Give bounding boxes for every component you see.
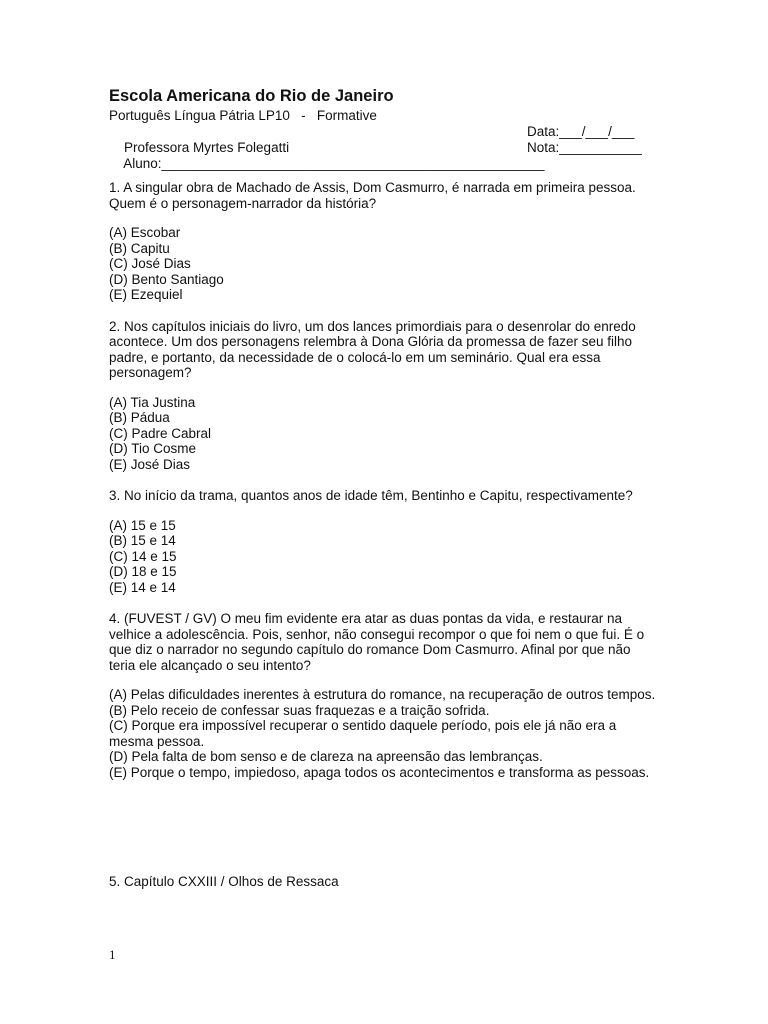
option-list [109, 225, 657, 303]
question-text: 1. A singular obra de Machado de Assis, Dom Casmurro, é narrada em primeira pessoa. Quem é o personagem-narrador da história? [109, 180, 636, 211]
option: (A) 15 e 15 [109, 517, 176, 533]
option: (D) Bento Santiago [109, 271, 224, 287]
question-3 [109, 488, 657, 595]
option: (A) Escobar [109, 225, 181, 240]
document-page [109, 86, 657, 780]
page-number: 1 [109, 947, 116, 962]
option: (A) Pelas dificuldades inerentes à estrutura do romance, na recuperação de outros tempos. [109, 687, 656, 702]
option-list [109, 687, 657, 780]
option: (E) 14 e 14 [109, 579, 176, 595]
option: (B) Pelo receio de confessar suas fraquezas e a traição sofrida. [109, 702, 490, 718]
option: (A) Tia Justina [109, 394, 196, 410]
student-row [109, 140, 657, 171]
question-text: 3. No início da trama, quantos anos de idade têm, Bentinho e Capitu, respectivamente? [109, 488, 633, 503]
option: (E) Porque o tempo, impiedoso, apaga todos os acontecimentos e transforma as pessoas. [109, 764, 650, 780]
option: (E) José Dias [109, 456, 191, 472]
question-2 [109, 319, 657, 473]
grade-field: Nota:___________ [527, 140, 642, 155]
question-text: 4. (FUVEST / GV) O meu fim evidente era atar as duas pontas da vida, e restaurar na velhice a adolescência. Pois, senhor, não consegui recompor o que foi nem o que fui. É o que diz o narrador no segundo capítulo do romance Dom Casmurro. Afinal por que não teria ele alcançado o seu intento? [109, 611, 645, 673]
question-4 [109, 611, 657, 780]
option: (E) Ezequiel [109, 287, 183, 302]
date-field: Data:___/___/___ [527, 124, 635, 139]
option: (D) 18 e 15 [109, 564, 177, 579]
option-list [109, 395, 657, 473]
school-title: Escola Americana do Rio de Janeiro [109, 87, 394, 105]
option: (D) Pela falta de bom senso e de clareza na apreensão das lembranças. [109, 749, 543, 764]
option: (C) José Dias [109, 256, 191, 271]
subject-line: Português Língua Pátria LP10 - Formative [109, 108, 377, 123]
option-list [109, 518, 657, 596]
option: (C) Padre Cabral [109, 425, 212, 441]
option: (B) Capitu [109, 240, 170, 256]
option: (C) Porque era impossível recuperar o sentido daquele período, pois ele já não era a mesma pessoa. [109, 718, 617, 749]
student-field: Aluno:___________________________________________________ [123, 156, 545, 171]
question-5-title: 5. Capítulo CXXIII / Olhos de Ressaca [109, 874, 339, 889]
question-1 [109, 180, 657, 303]
question-text: 2. Nos capítulos iniciais do livro, um dos lances primordiais para o desenrolar do enredo acontece. Um dos personagens relembra à Dona Glória da promessa de fazer seu filho padre, e portanto, da necessidade de o colocá-lo em um seminário. Qual era essa personagem? [109, 318, 636, 380]
option: (B) Pádua [109, 410, 170, 425]
option: (C) 14 e 15 [109, 548, 177, 564]
teacher-name: Professora Myrtes Folegatti [124, 140, 290, 155]
option: (D) Tio Cosme [109, 441, 197, 456]
option: (B) 15 e 14 [109, 533, 176, 548]
